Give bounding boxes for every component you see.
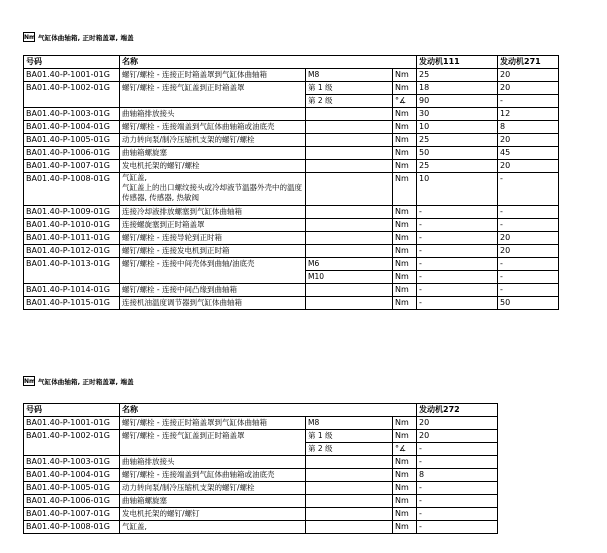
table-row — [24, 160, 559, 173]
value-e111-cell: - — [417, 258, 498, 271]
value-e271-cell: - — [498, 173, 559, 206]
condition-cell: M8 — [306, 69, 393, 82]
description-cell: 螺钉/螺栓 - 连接正时箱盖罩到气缸体曲轴箱 — [120, 417, 306, 430]
header-engine-272: 发动机272 — [417, 404, 498, 417]
value-e272-cell: - — [417, 482, 498, 495]
table-row — [24, 121, 559, 134]
value-e271-cell: - — [498, 219, 559, 232]
section1-header — [23, 32, 134, 42]
condition-cell — [306, 108, 393, 121]
header-engine-111: 发动机111 — [417, 56, 498, 69]
table-row — [24, 82, 559, 95]
unit-cell: Nm — [393, 417, 417, 430]
unit-cell: Nm — [393, 456, 417, 469]
unit-cell: Nm — [393, 271, 417, 284]
value-e271-cell: 50 — [498, 297, 559, 310]
condition-cell: 第 1 级 — [306, 430, 393, 443]
unit-cell: Nm — [393, 495, 417, 508]
part-number-cell: BA01.40-P-1005-01G — [24, 134, 120, 147]
description-cell: 发电机托架的螺钉/螺栓 — [120, 160, 306, 173]
condition-cell — [306, 245, 393, 258]
value-e272-cell: - — [417, 495, 498, 508]
description-cell: 曲轴箱螺旋塞 — [120, 495, 306, 508]
description-cell: 气缸盖, 气缸盖上的出口螺纹接头或冷却液节温器外壳中的温度传感器, 传感器, 热敏阀 — [120, 173, 306, 206]
part-number-cell: BA01.40-P-1002-01G — [24, 82, 120, 95]
description-cell: 曲轴箱排放接头 — [120, 456, 306, 469]
value-e111-cell: 25 — [417, 160, 498, 173]
header-name: 名称 — [120, 404, 417, 417]
part-number-cell: BA01.40-P-1001-01G — [24, 69, 120, 82]
condition-cell — [306, 173, 393, 206]
part-number-cell: BA01.40-P-1014-01G — [24, 284, 120, 297]
value-e271-cell: - — [498, 284, 559, 297]
condition-cell — [306, 297, 393, 310]
header-part-number: 号码 — [24, 56, 120, 69]
value-e271-cell: 12 — [498, 108, 559, 121]
value-e271-cell: 20 — [498, 160, 559, 173]
unit-cell: Nm — [393, 69, 417, 82]
condition-cell — [306, 508, 393, 521]
table-row — [24, 508, 498, 521]
table-row — [24, 173, 559, 206]
value-e272-cell: 8 — [417, 469, 498, 482]
value-e111-cell: 25 — [417, 69, 498, 82]
description-cell — [120, 443, 306, 456]
description-cell: 螺钉/螺栓 - 连接发电机到正时箱 — [120, 245, 306, 258]
condition-cell: 第 1 级 — [306, 82, 393, 95]
table-row — [24, 417, 498, 430]
table-row — [24, 232, 559, 245]
unit-cell: Nm — [393, 297, 417, 310]
description-cell: 连接冷却液排放螺塞到气缸体曲轴箱 — [120, 206, 306, 219]
table-row — [24, 95, 559, 108]
part-number-cell — [24, 95, 120, 108]
table-row — [24, 245, 559, 258]
header-part-number: 号码 — [24, 404, 120, 417]
value-e111-cell: - — [417, 297, 498, 310]
unit-cell: Nm — [393, 258, 417, 271]
part-number-cell: BA01.40-P-1015-01G — [24, 297, 120, 310]
value-e271-cell: - — [498, 206, 559, 219]
value-e271-cell: - — [498, 95, 559, 108]
description-cell: 螺钉/螺栓 - 连接气缸盖到正时箱盖罩 — [120, 82, 306, 95]
value-e111-cell: 30 — [417, 108, 498, 121]
table-row — [24, 456, 498, 469]
unit-cell: Nm — [393, 469, 417, 482]
header-engine-271: 发动机271 — [498, 56, 559, 69]
table-row — [24, 495, 498, 508]
part-number-cell: BA01.40-P-1006-01G — [24, 147, 120, 160]
value-e271-cell: 20 — [498, 134, 559, 147]
condition-cell: M6 — [306, 258, 393, 271]
unit-cell: Nm — [393, 521, 417, 534]
table-row — [24, 284, 559, 297]
part-number-cell — [24, 443, 120, 456]
value-e111-cell: 90 — [417, 95, 498, 108]
value-e272-cell: - — [417, 508, 498, 521]
unit-cell: Nm — [393, 160, 417, 173]
description-cell: 发电机托架的螺钉/螺钉 — [120, 508, 306, 521]
unit-cell: Nm — [393, 147, 417, 160]
part-number-cell: BA01.40-P-1009-01G — [24, 206, 120, 219]
part-number-cell: BA01.40-P-1005-01G — [24, 482, 120, 495]
description-cell — [120, 271, 306, 284]
description-cell: 螺钉/螺栓 - 连接中间凸缘到曲轴箱 — [120, 284, 306, 297]
condition-cell: 第 2 级 — [306, 95, 393, 108]
condition-cell — [306, 521, 393, 534]
description-cell: 气缸盖, — [120, 521, 306, 534]
description-cell: 螺钉/螺栓 - 连接导轮到正时箱 — [120, 232, 306, 245]
value-e271-cell: - — [498, 271, 559, 284]
condition-cell — [306, 219, 393, 232]
value-e271-cell: 20 — [498, 82, 559, 95]
description-cell: 螺钉/螺栓 - 连接端盖到气缸体曲轴箱或油底壳 — [120, 469, 306, 482]
description-cell: 曲轴箱螺旋塞 — [120, 147, 306, 160]
value-e272-cell: 20 — [417, 417, 498, 430]
header-name: 名称 — [120, 56, 417, 69]
description-cell: 动力转向泵/制冷压缩机支架的螺钉/螺栓 — [120, 134, 306, 147]
torque-nm-icon: Nm — [24, 378, 36, 385]
description-cell: 螺钉/螺栓 - 连接气缸盖到正时箱盖罩 — [120, 430, 306, 443]
value-e271-cell: 8 — [498, 121, 559, 134]
value-e271-cell: 20 — [498, 232, 559, 245]
torque-nm-icon: Nm — [24, 34, 36, 41]
condition-cell: M10 — [306, 271, 393, 284]
value-e272-cell: - — [417, 521, 498, 534]
table-row — [24, 69, 559, 82]
part-number-cell: BA01.40-P-1002-01G — [24, 430, 120, 443]
value-e111-cell: - — [417, 232, 498, 245]
description-cell: 螺钉/螺栓 - 连接端盖到气缸体曲轴箱或油底壳 — [120, 121, 306, 134]
unit-cell: Nm — [393, 508, 417, 521]
table-row — [24, 206, 559, 219]
value-e111-cell: 10 — [417, 121, 498, 134]
unit-cell: Nm — [393, 206, 417, 219]
unit-cell: Nm — [393, 173, 417, 206]
table-row — [24, 271, 559, 284]
value-e271-cell: - — [498, 258, 559, 271]
value-e111-cell: - — [417, 284, 498, 297]
condition-cell — [306, 232, 393, 245]
condition-cell — [306, 206, 393, 219]
condition-cell — [306, 456, 393, 469]
unit-cell: Nm — [393, 284, 417, 297]
unit-cell: Nm — [393, 232, 417, 245]
description-cell: 动力转向泵/制冷压缩机支架的螺钉/螺栓 — [120, 482, 306, 495]
torque-table-1 — [23, 55, 559, 310]
value-e272-cell: 20 — [417, 430, 498, 443]
table-row — [24, 430, 498, 443]
table-row — [24, 108, 559, 121]
table-row — [24, 443, 498, 456]
condition-cell — [306, 284, 393, 297]
table-row — [24, 297, 559, 310]
description-cell: 连接螺旋塞到正时箱盖罩 — [120, 219, 306, 232]
part-number-cell: BA01.40-P-1004-01G — [24, 469, 120, 482]
condition-cell — [306, 147, 393, 160]
condition-cell — [306, 495, 393, 508]
part-number-cell: BA01.40-P-1011-01G — [24, 232, 120, 245]
value-e111-cell: - — [417, 245, 498, 258]
value-e111-cell: 25 — [417, 134, 498, 147]
description-cell — [120, 95, 306, 108]
part-number-cell: BA01.40-P-1001-01G — [24, 417, 120, 430]
part-number-cell: BA01.40-P-1007-01G — [24, 508, 120, 521]
description-cell: 连接机油温度调节器到气缸体曲轴箱 — [120, 297, 306, 310]
table-header-row — [24, 404, 498, 417]
section2-title: 气缸体曲轴箱, 正时箱盖罩, 端盖 — [38, 377, 134, 386]
table-row — [24, 147, 559, 160]
part-number-cell: BA01.40-P-1010-01G — [24, 219, 120, 232]
part-number-cell: BA01.40-P-1012-01G — [24, 245, 120, 258]
condition-cell — [306, 469, 393, 482]
section2-header — [23, 376, 134, 386]
condition-cell: M8 — [306, 417, 393, 430]
value-e271-cell: 20 — [498, 245, 559, 258]
unit-cell: Nm — [393, 430, 417, 443]
part-number-cell: BA01.40-P-1008-01G — [24, 521, 120, 534]
torque-table-2 — [23, 403, 498, 534]
condition-cell — [306, 121, 393, 134]
condition-cell — [306, 160, 393, 173]
section1-title: 气缸体曲轴箱, 正时箱盖罩, 端盖 — [38, 33, 134, 42]
part-number-cell: BA01.40-P-1008-01G — [24, 173, 120, 206]
value-e111-cell: 10 — [417, 173, 498, 206]
value-e272-cell: - — [417, 456, 498, 469]
part-number-cell: BA01.40-P-1004-01G — [24, 121, 120, 134]
condition-cell — [306, 134, 393, 147]
unit-cell: Nm — [393, 219, 417, 232]
unit-cell: Nm — [393, 82, 417, 95]
unit-cell: °∡ — [393, 443, 417, 456]
part-number-cell — [24, 271, 120, 284]
part-number-cell: BA01.40-P-1003-01G — [24, 456, 120, 469]
table-row — [24, 469, 498, 482]
unit-cell: Nm — [393, 134, 417, 147]
unit-cell: Nm — [393, 245, 417, 258]
value-e111-cell: 18 — [417, 82, 498, 95]
unit-cell: Nm — [393, 482, 417, 495]
value-e111-cell: - — [417, 219, 498, 232]
value-e111-cell: 50 — [417, 147, 498, 160]
condition-cell — [306, 482, 393, 495]
part-number-cell: BA01.40-P-1003-01G — [24, 108, 120, 121]
table-row — [24, 134, 559, 147]
table-row — [24, 219, 559, 232]
part-number-cell: BA01.40-P-1006-01G — [24, 495, 120, 508]
part-number-cell: BA01.40-P-1007-01G — [24, 160, 120, 173]
table-row — [24, 482, 498, 495]
value-e271-cell: 20 — [498, 69, 559, 82]
description-cell: 螺钉/螺栓 - 连接中间壳体到曲轴/油底壳 — [120, 258, 306, 271]
value-e271-cell: 45 — [498, 147, 559, 160]
description-cell: 曲轴箱排放接头 — [120, 108, 306, 121]
table-row — [24, 258, 559, 271]
table-header-row — [24, 56, 559, 69]
table-row — [24, 521, 498, 534]
value-e272-cell: - — [417, 443, 498, 456]
part-number-cell: BA01.40-P-1013-01G — [24, 258, 120, 271]
unit-cell: Nm — [393, 121, 417, 134]
value-e111-cell: - — [417, 271, 498, 284]
value-e111-cell: - — [417, 206, 498, 219]
condition-cell: 第 2 级 — [306, 443, 393, 456]
unit-cell: °∡ — [393, 95, 417, 108]
unit-cell: Nm — [393, 108, 417, 121]
description-cell: 螺钉/螺栓 - 连接正时箱盖罩到气缸体曲轴箱 — [120, 69, 306, 82]
